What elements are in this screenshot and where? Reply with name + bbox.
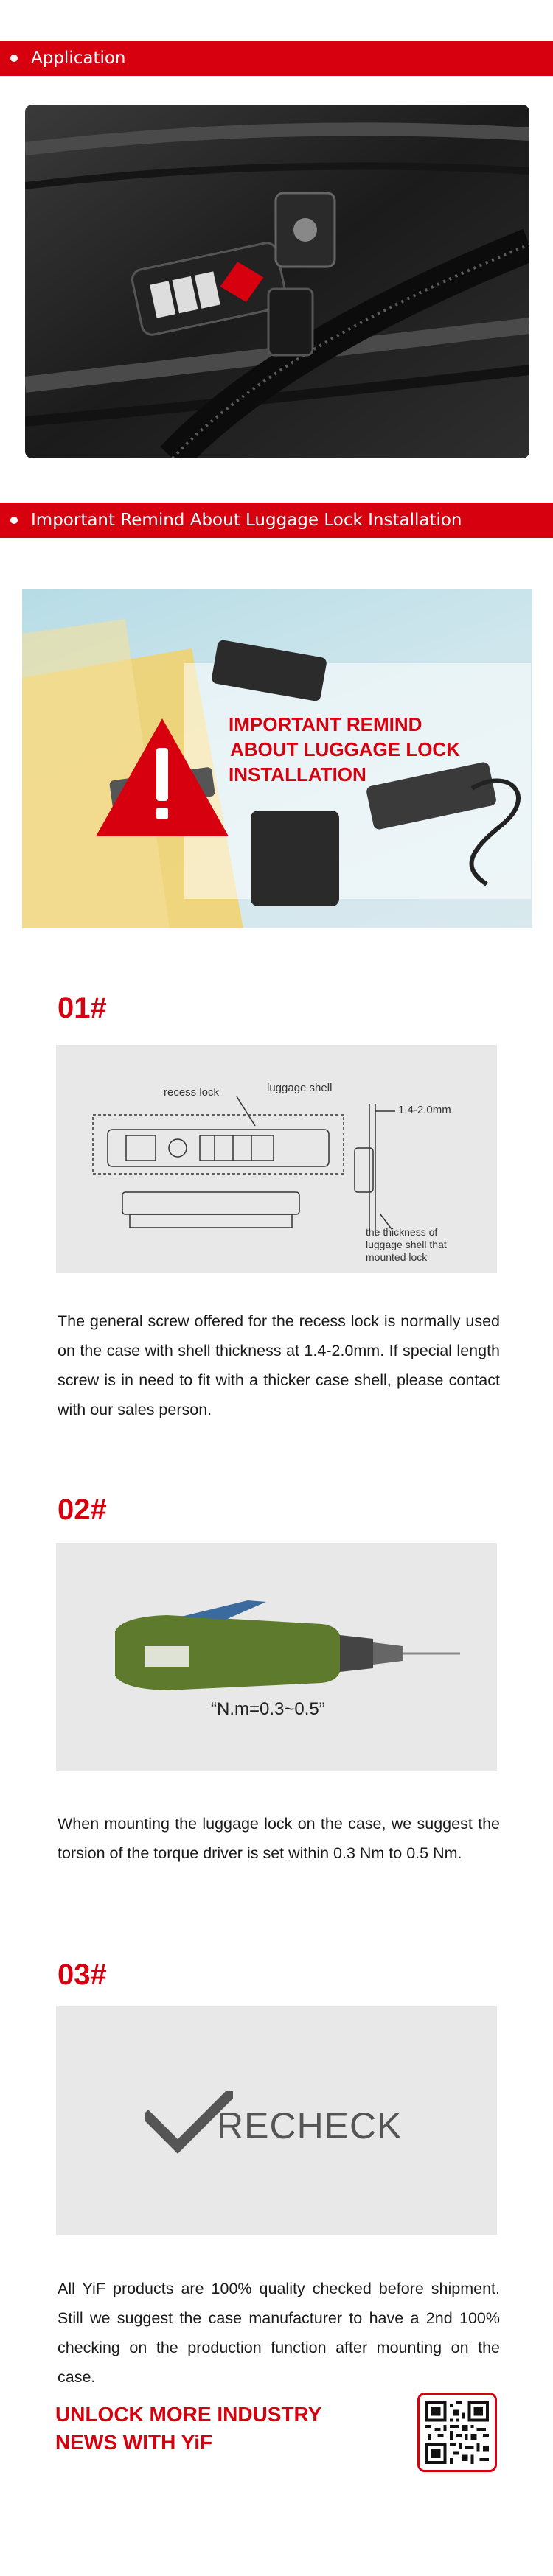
luggage-lock-photo-illustration — [25, 105, 529, 458]
footer-line-1: UNLOCK MORE INDUSTRY — [55, 2403, 322, 2426]
label-thickness: 1.4-2.0mm — [398, 1104, 451, 1116]
torque-driver-illustration — [56, 1543, 497, 1771]
remind-line-3: INSTALLATION — [229, 763, 366, 785]
note-line-2: luggage shell that — [366, 1239, 447, 1250]
bullet-dot-icon — [10, 517, 18, 524]
footer-cta — [55, 2401, 380, 2457]
step-1-text: The general screw offered for the recess lock is normally used on the case with shell thickness at 1.4-2.0mm. If special length screw is in need to fit with a thicker case shell, please contact with our sales person. — [58, 1312, 500, 1418]
qr-code[interactable] — [417, 2393, 497, 2472]
section-title: Important Remind About Luggage Lock Installation — [31, 511, 462, 530]
section-title: Application — [31, 49, 126, 68]
remind-line-1: IMPORTANT REMIND — [229, 713, 422, 735]
step-3-image — [56, 2006, 497, 2235]
label-recess-lock: recess lock — [164, 1086, 220, 1099]
remind-heading — [229, 712, 460, 787]
step-1-diagram — [56, 1045, 497, 1273]
section-header-application — [0, 41, 553, 76]
label-thickness-note — [366, 1226, 447, 1264]
step-2-text: When mounting the luggage lock on the case, we suggest the torsion of the torque driver is set within 0.3 Nm to 0.5 Nm. — [58, 1815, 500, 1862]
step-1-title: 01# — [58, 992, 107, 1024]
step-3-title: 03# — [58, 1959, 107, 1991]
remind-line-2: ABOUT LUGGAGE LOCK — [230, 738, 460, 760]
step-2-title: 02# — [58, 1494, 107, 1526]
remind-photo — [22, 589, 532, 928]
label-luggage-shell: luggage shell — [267, 1082, 333, 1094]
note-line-1: the thickness of — [366, 1226, 438, 1238]
note-line-3: mounted lock — [366, 1251, 428, 1263]
torque-value-label: “N.m=0.3~0.5” — [211, 1699, 325, 1719]
qr-code-icon — [425, 2401, 489, 2464]
footer-line-2: NEWS WITH YiF — [55, 2431, 213, 2454]
recheck-label: RECHECK — [217, 2105, 403, 2146]
step-2-image — [56, 1543, 497, 1771]
section-header-remind — [0, 503, 553, 538]
step-3-text: All YiF products are 100% quality checked before shipment. Still we suggest the case manufacturer to have a 2nd 100% checking on the production function after mounting on the case. — [58, 2280, 500, 2386]
application-photo — [25, 105, 529, 458]
bullet-dot-icon — [10, 55, 18, 62]
